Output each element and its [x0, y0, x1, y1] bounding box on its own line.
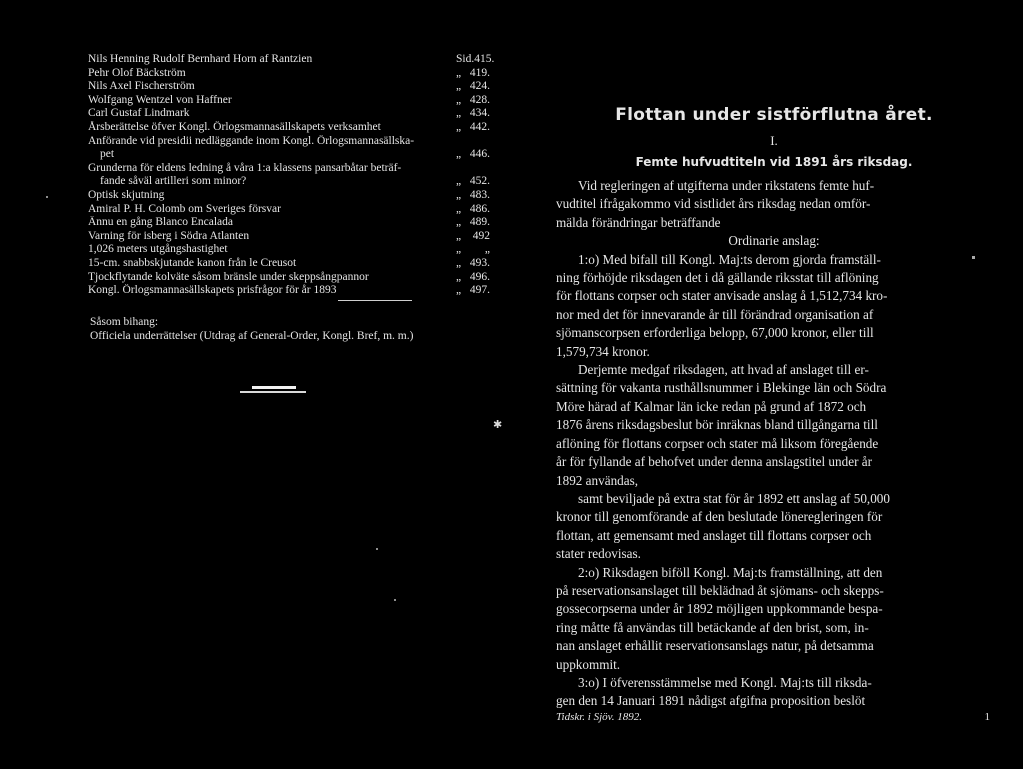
toc-entry-page — [448, 271, 490, 285]
toc-page-number: 452. — [469, 175, 490, 188]
toc-page-prefix: „ — [456, 256, 462, 269]
toc-page-prefix: „ — [456, 66, 462, 79]
toc-page-prefix: „ — [456, 148, 462, 161]
text-line: 1:o) Med bifall till Kongl. Maj:ts derom gjorda framställ- — [578, 251, 881, 267]
table-of-contents — [88, 53, 495, 298]
toc-page-number: „ — [484, 243, 490, 256]
page-footer — [556, 711, 992, 724]
toc-page-prefix: „ — [456, 270, 462, 283]
text-line: aflöning för flottans corpser och stater må liksom föregående — [556, 435, 879, 451]
toc-entry-title: Varning för isberg i Södra Atlanten — [88, 229, 250, 242]
toc-entry — [88, 94, 490, 108]
toc-page-number: 486. — [469, 202, 490, 215]
toc-entry-page — [448, 284, 490, 298]
toc-page-prefix: „ — [456, 284, 462, 297]
toc-entry-title: Anförande vid presidii nedläggande inom Kongl. Örlogsmannasällska- — [88, 134, 415, 147]
toc-entry-title: 1,026 meters utgångshastighet — [88, 243, 228, 256]
scan-speck — [972, 256, 975, 259]
text-line: för flottans corpser och stater anvisade anslag å 1,512,734 kro- — [556, 288, 888, 304]
toc-page-number: 415. — [474, 53, 495, 65]
toc-entry-page — [448, 121, 490, 135]
article-body — [556, 177, 992, 711]
scan-mark: ✱ — [493, 419, 503, 431]
toc-entry — [88, 148, 490, 162]
appendix-note — [90, 315, 490, 343]
toc-entry-page — [448, 148, 490, 162]
section-number: I. — [770, 133, 778, 148]
toc-entry-page — [448, 216, 490, 230]
toc-entry-title: Grunderna för eldens ledning å våra 1:a klassens pansarbåtar beträf- — [88, 161, 402, 174]
toc-entry-page — [448, 257, 490, 271]
toc-page-number: 428. — [469, 93, 490, 106]
toc-page-number: 419. — [469, 66, 490, 79]
journal-signature: Tidskr. i Sjöv. 1892. — [556, 710, 642, 723]
toc-divider — [338, 300, 412, 301]
toc-page-number: 497. — [469, 284, 490, 297]
appendix-text: Officiela underrättelser (Utdrag af General-Order, Kongl. Bref, m. m.) — [90, 330, 414, 342]
text-line: vudtitel ifrågakommo vid sistlidet års riksdag nedan omför- — [556, 196, 871, 212]
scan-speck — [394, 599, 396, 601]
toc-entry — [88, 80, 490, 94]
toc-entry-page — [448, 67, 490, 81]
text-line: Vid regleringen af utgifterna under rikstatens femte huf- — [578, 178, 875, 193]
text-line: 1892 användas, — [556, 472, 639, 488]
text-line: 3:o) I öfverensstämmelse med Kongl. Maj:ts till riksda- — [578, 674, 872, 690]
toc-page-prefix: Sid. — [456, 53, 475, 65]
toc-entry-title: Kongl. Örlogsmannasällskapets prisfrågor för år 1893 — [88, 284, 337, 297]
text-line: ring måtte få användas till betäckande af den brist, som, in- — [556, 619, 869, 635]
toc-entry-page — [448, 53, 495, 67]
text-line: Möre härad af Kalmar län icke redan på grund af 1872 och — [556, 398, 867, 414]
toc-entry-title: fande såväl artilleri som minor? — [100, 175, 247, 188]
toc-entry-title: Optisk skjutning — [88, 188, 165, 201]
toc-page-prefix: „ — [456, 216, 462, 229]
toc-entry — [88, 271, 490, 285]
toc-entry-title: Wolfgang Wentzel von Haffner — [88, 93, 232, 106]
toc-page-number: 446. — [469, 148, 490, 161]
text-line: 2:o) Riksdagen biföll Kongl. Maj:ts framställning, att den — [578, 564, 883, 580]
toc-entry-title: Tjockflytande kolväte såsom bränsle under skeppsångpannor — [88, 270, 369, 283]
toc-page-number: 424. — [469, 80, 490, 93]
scan-speck — [376, 548, 378, 550]
text-line: sättning för vakanta rusthållsnummer i Blekinge län och Södra — [556, 380, 887, 396]
toc-page-prefix: „ — [456, 243, 462, 256]
toc-page-prefix: „ — [456, 80, 462, 93]
toc-entry-title: 15-cm. snabbskjutande kanon från le Creusot — [88, 256, 297, 269]
toc-page-number: 493. — [469, 256, 490, 269]
text-line: gossecorpserna under år 1892 möjligen uppkommande bespa- — [556, 601, 883, 617]
text-line: Derjemte medgaf riksdagen, att hvad af anslaget till er- — [578, 362, 869, 378]
toc-page-number: 492 — [472, 229, 490, 242]
text-line: gen den 14 Januari 1891 nådigst afgifna proposition beslöt — [556, 693, 866, 709]
toc-entry-page — [448, 107, 490, 121]
toc-entry-title: Nils Axel Fischerström — [88, 80, 195, 93]
toc-page-prefix: „ — [456, 107, 462, 120]
toc-entry-title: Amiral P. H. Colomb om Sveriges försvar — [88, 202, 281, 215]
toc-page-prefix: „ — [456, 93, 462, 106]
toc-entry — [88, 284, 490, 298]
toc-page-number: 483. — [469, 188, 490, 201]
toc-entry-page — [448, 94, 490, 108]
text-line: 1,579,734 kronor. — [556, 343, 650, 359]
toc-entry — [88, 53, 495, 67]
text-line: kronor till genomförande af den beslutade löneregleringen för — [556, 509, 883, 525]
toc-page-prefix: „ — [456, 175, 462, 188]
toc-entry-title: pet — [100, 148, 115, 161]
toc-entry-page — [448, 203, 490, 217]
toc-entry — [88, 162, 490, 176]
text-line: år för fyllande af behofvet under denna anslagstitel under år — [556, 454, 872, 470]
text-line: nan anslaget erhållit reservationsanslags natur, på detsamma — [556, 638, 874, 654]
toc-entry — [88, 243, 490, 257]
text-line: stater redovisas. — [556, 546, 641, 562]
toc-entry-title: Årsberättelse öfver Kongl. Örlogsmannasällskapets verksamhet — [88, 120, 381, 133]
toc-entry-title: Pehr Olof Bäckström — [88, 66, 186, 79]
toc-page-prefix: „ — [456, 120, 462, 133]
toc-entry-page — [448, 80, 490, 94]
toc-entry — [88, 107, 490, 121]
text-line: uppkommit. — [556, 656, 621, 672]
toc-entry — [88, 203, 490, 217]
toc-entry — [88, 121, 490, 135]
text-line: mälda förändringar beträffande — [556, 214, 721, 230]
toc-entry — [88, 175, 490, 189]
text-line: nor med det för innevarande år till förändrad organisation af — [556, 306, 874, 322]
printer-rule-mark-2 — [240, 391, 306, 393]
toc-entry — [88, 257, 490, 271]
toc-entry — [88, 230, 490, 244]
toc-entry — [88, 135, 490, 149]
toc-entry — [88, 216, 490, 230]
text-line: sjömanscorpsen erforderliga belopp, 67,000 kronor, eller till — [556, 325, 874, 341]
toc-entry-title: Carl Gustaf Lindmark — [88, 107, 190, 120]
article — [556, 104, 992, 724]
text-line: Ordinarie anslag: — [728, 233, 820, 249]
text-line: samt beviljade på extra stat för år 1892 ett anslag af 50,000 — [578, 490, 890, 506]
scan-speck — [46, 196, 48, 198]
text-line: flottan, att gemensamt med anslaget till flottans corpser och — [556, 527, 872, 543]
toc-entry-page — [448, 189, 490, 203]
toc-page-number: 489. — [469, 216, 490, 229]
toc-entry-page — [448, 243, 490, 257]
toc-entry — [88, 67, 490, 81]
toc-page-number: 442. — [469, 120, 490, 133]
right-page — [512, 0, 1023, 769]
text-line: på reservationsanslaget till beklädnad åt sjömans- och skepps- — [556, 582, 884, 598]
text-line: ning förhöjde riksdagen det i då gällande riksstat till aflöning — [556, 270, 879, 286]
sheet-number: 1 — [984, 710, 990, 723]
toc-entry — [88, 189, 490, 203]
toc-page-prefix: „ — [456, 229, 462, 242]
toc-page-number: 496. — [469, 270, 490, 283]
toc-entry-title: Ännu en gång Blanco Encalada — [88, 216, 233, 229]
toc-entry-page — [448, 230, 490, 244]
section-subtitle: Femte hufvudtiteln vid 1891 års riksdag. — [635, 155, 913, 169]
toc-page-prefix: „ — [456, 188, 462, 201]
toc-entry-page — [448, 175, 490, 189]
toc-entry-title: Nils Henning Rudolf Bernhard Horn af Rantzien — [88, 53, 313, 65]
toc-page-prefix: „ — [456, 202, 462, 215]
appendix-title: Såsom bihang: — [90, 316, 159, 328]
text-line: 1876 årens riksdagsbeslut bör inräknas bland tillgångarna till — [556, 417, 878, 433]
article-title: Flottan under sistförflutna året. — [615, 105, 933, 125]
toc-page-number: 434. — [469, 107, 490, 120]
printer-rule-mark — [252, 386, 296, 389]
